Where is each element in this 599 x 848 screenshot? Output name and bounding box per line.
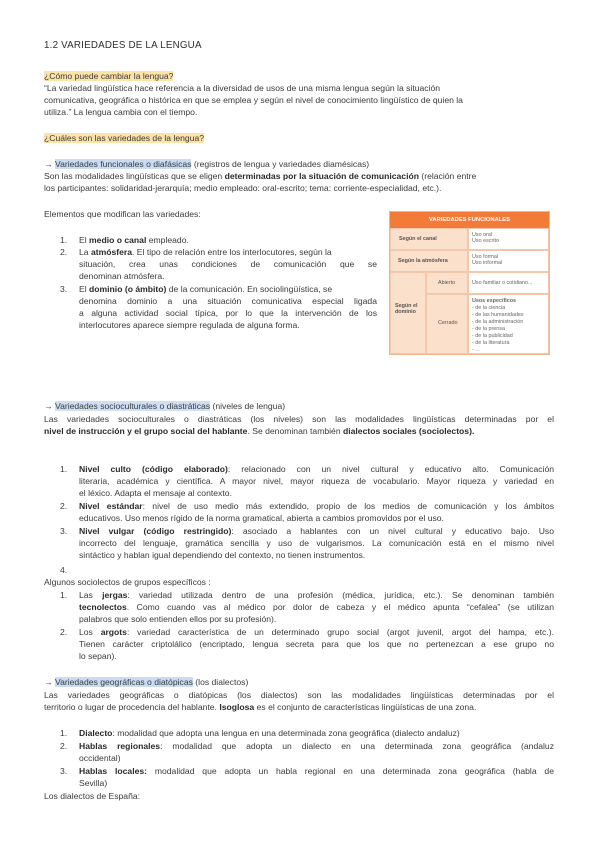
section-link-text: Variedades geográficas o diatópicas: [54, 677, 193, 687]
paragraph-line: Los dialectos de España:: [44, 791, 141, 801]
table-label-dominio: Según el dominio: [390, 272, 426, 354]
list-item-line: sintáctico y hablan igual dependiendo del contexto, no tienen instrumentos.: [79, 550, 366, 560]
question-heading: [44, 132, 204, 144]
list-number: 3.: [60, 766, 68, 776]
paragraph-line: Algunos sociolectos de grupos específicos :: [44, 577, 211, 587]
table-cell-canal: Uso oral Uso escrito: [468, 228, 549, 250]
list-number: 2.: [60, 501, 68, 511]
list-item: Dialecto: modalidad que adopta una lengua en una determinada zona geográfica (dialecto andaluz): [79, 728, 460, 738]
section-heading-geograficas: → Variedades geográficas o diatópicas (los dialectos): [44, 677, 249, 687]
list-item: El medio o canal empleado.: [79, 235, 189, 245]
section-link-text: Variedades socioculturales o diastráticas: [54, 401, 211, 411]
paragraph-line: Son las modalidades lingüísticas que se eligen determinadas por la situación de comunicación (relación entre: [44, 171, 477, 181]
paragraph-line: territorio o lugar de procedencia del hablante. Isoglosa es el conjunto de características lingüísticas de una zona.: [44, 702, 477, 712]
list-item: Nivel culto (código elaborado): relacionado con un nivel cultural y educativo alto. Comunicación: [79, 464, 554, 474]
list-item-line: occidental): [79, 753, 121, 763]
list-number: 2.: [60, 741, 68, 751]
list-number: 1.: [60, 464, 68, 474]
paragraph-line: Las variedades geográficas o diatópicas (los dialectos) son las modalidades lingüísticas determinadas por el: [44, 690, 554, 700]
list-item: Nivel estándar: nivel de uso medio más extendido, propio de los medios de comunicación y los ámbitos: [79, 501, 554, 511]
table-label-atmosfera: Según la atmósfera: [390, 250, 468, 272]
table-label-canal: Según el canal: [390, 228, 468, 250]
table-cell-atmosfera: Uso formal Uso informal: [468, 250, 549, 272]
section-heading-funcionales: → Variedades funcionales o diafásicas (registros de lengua y variedades diamésicas): [44, 159, 370, 169]
list-number: 1.: [60, 728, 68, 738]
list-item: La atmósfera. El tipo de relación entre los interlocutores, según la: [79, 247, 332, 257]
page-title: 1.2 VARIEDADES DE LA LENGUA: [44, 40, 202, 51]
list-number: 3.: [60, 526, 68, 536]
list-number: 1.: [60, 590, 68, 600]
question-heading: [44, 70, 173, 82]
list-item-line: lo sepan).: [79, 651, 117, 661]
list-item: Las jergas: variedad utilizada dentro de una profesión (médica, jurídica, etc.). Se denominan también: [79, 590, 555, 600]
table-label-abierto: Abierto: [426, 272, 468, 294]
paragraph-line: “La variedad lingüística hace referencia a la diversidad de usos de una misma lengua según la situación: [44, 83, 441, 93]
list-item-line: incorrecto del lenguaje, gramática sencilla y uso de vulgarismos. La comunicación está en el mismo nivel: [79, 538, 554, 548]
list-item-line: denominan atmósfera.: [79, 271, 165, 281]
list-item-line: Tienen carácter criptolálico (encriptado, lengua secreta para que los que no pertenezcan a ese grupo no: [79, 639, 554, 649]
list-item: Los argots: variedad característica de un determinado grupo social (argot juvenil, argot del hampa, etc.).: [79, 627, 554, 637]
paragraph-line: Las variedades socioculturales o diastráticas (los niveles) son las modalidades lingüísticas determinadas por el: [44, 414, 554, 424]
question-text: ¿Cuáles son las variedades de la lengua?: [44, 133, 205, 143]
paragraph-line: comunicativa, geográfica o histórica en que se emplea y según el nivel de conocimiento lingüístico de quien la: [44, 95, 463, 105]
list-item-line: interlocutores aparece siempre regulada de alguna forma.: [79, 320, 300, 330]
list-item: Nivel vulgar (código restringido): asociado a hablantes con un nivel cultural y educativo bajo. Uso: [79, 526, 554, 536]
list-item-line: educativos. Uso menos rígido de la norma gramatical, abierta a cambios promovidos por el uso.: [79, 513, 444, 523]
list-item: Hablas regionales: modalidad que adopta un dialecto en una determinada zona geográfica (andaluz: [79, 741, 555, 751]
paragraph-line: nivel de instrucción y el grupo social del hablante. Se denominan también dialectos sociales (sociolectos).: [44, 426, 475, 436]
list-item-line: el léxico. Adapta el mensaje al contexto.: [79, 488, 232, 498]
list-number: 2.: [60, 247, 68, 257]
list-number: 4.: [60, 565, 68, 575]
paragraph-line: utiliza.” La lengua cambia con el tiempo.: [44, 107, 198, 117]
list-item-line: palabros que solo entienden ellos por su profesión).: [79, 614, 277, 624]
list-item-line: literaria, académica y científica. A mayor nivel, mayor riqueza de vocabulario. Mayor riqueza y variedad en: [79, 476, 554, 486]
list-number: 1.: [60, 235, 68, 245]
table-cell-abierto: Uso familiar o cotidiano...: [468, 272, 549, 294]
table-header: VARIEDADES FUNCIONALES: [390, 212, 549, 228]
list-item-line: situación, crea unas condiciones de comunicación que se: [79, 259, 377, 269]
list-item-line: Sevilla): [79, 778, 108, 788]
list-item: Hablas locales: modalidad que adopta un habla regional en una determinada zona geográfica (habla de: [79, 766, 554, 776]
list-item: El dominio (o ámbito) de la comunicación. En sociolingüística, se: [79, 284, 333, 294]
variedades-funcionales-table: [389, 211, 550, 355]
list-item-line: tecnolectos. Como cuando vas al médico por dolor de cabeza y el médico apunta “cefalea” (se utilizan: [79, 602, 554, 612]
table-label-cerrado: Cerrado: [426, 294, 468, 354]
section-heading-socioculturales: → Variedades socioculturales o diastráticas (niveles de lengua): [44, 401, 286, 411]
list-number: 2.: [60, 627, 68, 637]
table-cell-cerrado: Usos específicos - de la ciencia - de las humanidades - de la administración - de la prensa - de la publicidad - de la literatura - ...: [468, 294, 549, 354]
paragraph-line: Elementos que modifican las variedades:: [44, 209, 201, 219]
paragraph-line: los participantes: solidaridad-jerarquía; medio empleado: oral-escrito; tema: corriente-especialidad, etc.).: [44, 183, 442, 193]
list-number: 3.: [60, 284, 68, 294]
section-link-text: Variedades funcionales o diafásicas: [54, 159, 192, 169]
list-item-line: denomina dominio a una situación comunicativa especial ligada: [79, 296, 377, 306]
question-text: ¿Cómo puede cambiar la lengua?: [44, 71, 174, 81]
list-item-line: a alguna actividad social típica, por lo que la intervención de los: [79, 308, 377, 318]
